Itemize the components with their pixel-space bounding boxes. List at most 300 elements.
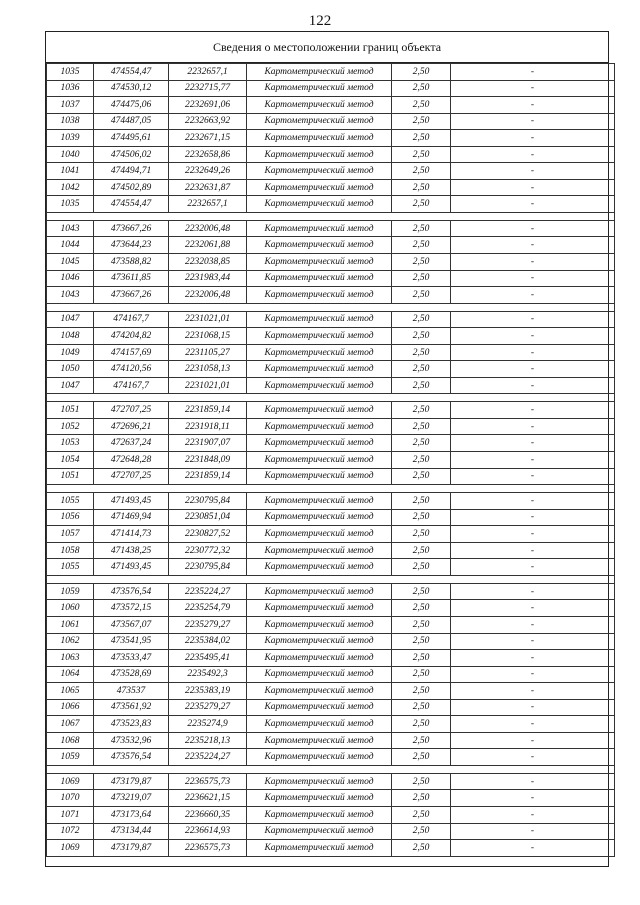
description-cell: -: [451, 113, 615, 130]
y-coordinate-cell: 2235492,3: [169, 666, 247, 683]
point-number-cell: 1061: [47, 616, 94, 633]
x-coordinate-cell: 474530,12: [94, 80, 169, 97]
table-row: [47, 666, 615, 683]
table-row: [47, 468, 615, 485]
separator-cell: [94, 485, 169, 493]
method-cell: Картометрический метод: [247, 361, 392, 378]
description-cell: -: [451, 493, 615, 510]
table-row: [47, 270, 615, 287]
separator-cell: [247, 394, 392, 402]
table-row: [47, 377, 615, 394]
method-cell: Картометрический метод: [247, 468, 392, 485]
point-number-cell: 1057: [47, 526, 94, 543]
x-coordinate-cell: 471493,45: [94, 493, 169, 510]
table-row: [47, 179, 615, 196]
x-coordinate-cell: 473588,82: [94, 254, 169, 271]
precision-cell: 2,50: [392, 377, 451, 394]
x-coordinate-cell: 474487,05: [94, 113, 169, 130]
point-number-cell: 1063: [47, 650, 94, 667]
precision-cell: 2,50: [392, 840, 451, 857]
description-cell: -: [451, 840, 615, 857]
table-row: [47, 237, 615, 254]
separator-cell: [392, 765, 451, 773]
y-coordinate-cell: 2235384,02: [169, 633, 247, 650]
x-coordinate-cell: 472707,25: [94, 402, 169, 419]
y-coordinate-cell: 2232006,48: [169, 220, 247, 237]
table-row: [47, 806, 615, 823]
x-coordinate-cell: 472696,21: [94, 418, 169, 435]
x-coordinate-cell: 473611,85: [94, 270, 169, 287]
description-cell: -: [451, 254, 615, 271]
precision-cell: 2,50: [392, 113, 451, 130]
method-cell: Картометрический метод: [247, 64, 392, 81]
table-row: [47, 509, 615, 526]
table-row: [47, 452, 615, 469]
x-coordinate-cell: 473532,96: [94, 732, 169, 749]
x-coordinate-cell: 473533,47: [94, 650, 169, 667]
description-cell: -: [451, 311, 615, 328]
point-number-cell: 1047: [47, 311, 94, 328]
precision-cell: 2,50: [392, 773, 451, 790]
description-cell: -: [451, 732, 615, 749]
description-cell: -: [451, 64, 615, 81]
precision-cell: 2,50: [392, 130, 451, 147]
table-row: [47, 823, 615, 840]
y-coordinate-cell: 2232649,26: [169, 163, 247, 180]
method-cell: Картометрический метод: [247, 790, 392, 807]
y-coordinate-cell: 2231021,01: [169, 311, 247, 328]
point-number-cell: 1054: [47, 452, 94, 469]
x-coordinate-cell: 474120,56: [94, 361, 169, 378]
precision-cell: 2,50: [392, 468, 451, 485]
precision-cell: 2,50: [392, 402, 451, 419]
point-number-cell: 1050: [47, 361, 94, 378]
y-coordinate-cell: 2232671,15: [169, 130, 247, 147]
point-number-cell: 1035: [47, 64, 94, 81]
y-coordinate-cell: 2232715,77: [169, 80, 247, 97]
table-title: Сведения о местоположении границ объекта: [46, 32, 608, 63]
table-row: [47, 196, 615, 213]
y-coordinate-cell: 2232657,1: [169, 64, 247, 81]
precision-cell: 2,50: [392, 650, 451, 667]
y-coordinate-cell: 2235224,27: [169, 583, 247, 600]
table-row: [47, 287, 615, 304]
separator-cell: [47, 394, 94, 402]
description-cell: -: [451, 179, 615, 196]
precision-cell: 2,50: [392, 311, 451, 328]
description-cell: -: [451, 600, 615, 617]
table-row: [47, 840, 615, 857]
y-coordinate-cell: 2232657,1: [169, 196, 247, 213]
y-coordinate-cell: 2232038,85: [169, 254, 247, 271]
table-row: [47, 600, 615, 617]
method-cell: Картометрический метод: [247, 716, 392, 733]
x-coordinate-cell: 474167,7: [94, 377, 169, 394]
method-cell: Картометрический метод: [247, 749, 392, 766]
table-row: [47, 163, 615, 180]
method-cell: Картометрический метод: [247, 287, 392, 304]
x-coordinate-cell: 471493,45: [94, 559, 169, 576]
method-cell: Картометрический метод: [247, 773, 392, 790]
x-coordinate-cell: 473179,87: [94, 773, 169, 790]
description-cell: -: [451, 361, 615, 378]
description-cell: -: [451, 650, 615, 667]
description-cell: -: [451, 559, 615, 576]
table-row: [47, 583, 615, 600]
point-number-cell: 1071: [47, 806, 94, 823]
point-number-cell: 1049: [47, 344, 94, 361]
separator-cell: [169, 303, 247, 311]
description-cell: -: [451, 509, 615, 526]
precision-cell: 2,50: [392, 146, 451, 163]
description-cell: -: [451, 452, 615, 469]
table-row: [47, 493, 615, 510]
method-cell: Картометрический метод: [247, 163, 392, 180]
description-cell: -: [451, 749, 615, 766]
point-number-cell: 1056: [47, 509, 94, 526]
group-separator: [47, 485, 615, 493]
y-coordinate-cell: 2236575,73: [169, 840, 247, 857]
description-cell: -: [451, 80, 615, 97]
method-cell: Картометрический метод: [247, 220, 392, 237]
separator-cell: [392, 485, 451, 493]
description-cell: -: [451, 402, 615, 419]
y-coordinate-cell: 2236614,93: [169, 823, 247, 840]
table-row: [47, 402, 615, 419]
separator-cell: [47, 303, 94, 311]
precision-cell: 2,50: [392, 790, 451, 807]
x-coordinate-cell: 474506,02: [94, 146, 169, 163]
method-cell: Картометрический метод: [247, 113, 392, 130]
x-coordinate-cell: 473528,69: [94, 666, 169, 683]
point-number-cell: 1070: [47, 790, 94, 807]
table-row: [47, 418, 615, 435]
precision-cell: 2,50: [392, 559, 451, 576]
y-coordinate-cell: 2232658,86: [169, 146, 247, 163]
y-coordinate-cell: 2236660,35: [169, 806, 247, 823]
precision-cell: 2,50: [392, 509, 451, 526]
table-row: [47, 559, 615, 576]
y-coordinate-cell: 2235274,9: [169, 716, 247, 733]
y-coordinate-cell: 2235383,19: [169, 683, 247, 700]
description-cell: -: [451, 633, 615, 650]
x-coordinate-cell: 471414,73: [94, 526, 169, 543]
description-cell: -: [451, 196, 615, 213]
description-cell: -: [451, 666, 615, 683]
point-number-cell: 1042: [47, 179, 94, 196]
separator-cell: [392, 394, 451, 402]
method-cell: Картометрический метод: [247, 542, 392, 559]
description-cell: -: [451, 287, 615, 304]
x-coordinate-cell: 474502,89: [94, 179, 169, 196]
separator-cell: [392, 575, 451, 583]
description-cell: -: [451, 328, 615, 345]
table-row: [47, 254, 615, 271]
table-row: [47, 633, 615, 650]
y-coordinate-cell: 2236575,73: [169, 773, 247, 790]
table-row: [47, 130, 615, 147]
separator-cell: [47, 575, 94, 583]
precision-cell: 2,50: [392, 452, 451, 469]
description-cell: -: [451, 773, 615, 790]
table-row: [47, 328, 615, 345]
description-cell: -: [451, 583, 615, 600]
y-coordinate-cell: 2235254,79: [169, 600, 247, 617]
point-number-cell: 1055: [47, 493, 94, 510]
y-coordinate-cell: 2231983,44: [169, 270, 247, 287]
point-number-cell: 1048: [47, 328, 94, 345]
x-coordinate-cell: 474554,47: [94, 196, 169, 213]
precision-cell: 2,50: [392, 542, 451, 559]
x-coordinate-cell: 473576,54: [94, 583, 169, 600]
separator-cell: [47, 212, 94, 220]
separator-cell: [169, 485, 247, 493]
separator-cell: [94, 303, 169, 311]
description-cell: -: [451, 823, 615, 840]
separator-cell: [94, 575, 169, 583]
y-coordinate-cell: 2230827,52: [169, 526, 247, 543]
y-coordinate-cell: 2231848,09: [169, 452, 247, 469]
separator-cell: [169, 212, 247, 220]
description-cell: -: [451, 699, 615, 716]
description-cell: -: [451, 163, 615, 180]
precision-cell: 2,50: [392, 600, 451, 617]
method-cell: Картометрический метод: [247, 97, 392, 114]
table-row: [47, 716, 615, 733]
table-row: [47, 146, 615, 163]
point-number-cell: 1040: [47, 146, 94, 163]
y-coordinate-cell: 2232691,06: [169, 97, 247, 114]
separator-cell: [451, 212, 615, 220]
separator-cell: [247, 212, 392, 220]
separator-cell: [94, 765, 169, 773]
method-cell: Картометрический метод: [247, 666, 392, 683]
x-coordinate-cell: 473523,83: [94, 716, 169, 733]
table-row: [47, 80, 615, 97]
method-cell: Картометрический метод: [247, 493, 392, 510]
precision-cell: 2,50: [392, 237, 451, 254]
precision-cell: 2,50: [392, 699, 451, 716]
precision-cell: 2,50: [392, 526, 451, 543]
method-cell: Картометрический метод: [247, 600, 392, 617]
x-coordinate-cell: 473537: [94, 683, 169, 700]
method-cell: Картометрический метод: [247, 344, 392, 361]
point-number-cell: 1044: [47, 237, 94, 254]
method-cell: Картометрический метод: [247, 526, 392, 543]
precision-cell: 2,50: [392, 418, 451, 435]
precision-cell: 2,50: [392, 435, 451, 452]
x-coordinate-cell: 473667,26: [94, 220, 169, 237]
method-cell: Картометрический метод: [247, 699, 392, 716]
point-number-cell: 1064: [47, 666, 94, 683]
point-number-cell: 1067: [47, 716, 94, 733]
table-row: [47, 311, 615, 328]
group-separator: [47, 575, 615, 583]
description-cell: -: [451, 97, 615, 114]
precision-cell: 2,50: [392, 64, 451, 81]
description-cell: -: [451, 716, 615, 733]
method-cell: Картометрический метод: [247, 583, 392, 600]
precision-cell: 2,50: [392, 749, 451, 766]
separator-cell: [451, 765, 615, 773]
description-cell: -: [451, 806, 615, 823]
x-coordinate-cell: 473667,26: [94, 287, 169, 304]
table-row: [47, 790, 615, 807]
x-coordinate-cell: 473173,64: [94, 806, 169, 823]
description-cell: -: [451, 418, 615, 435]
separator-cell: [169, 394, 247, 402]
point-number-cell: 1043: [47, 287, 94, 304]
table-row: [47, 435, 615, 452]
point-number-cell: 1051: [47, 402, 94, 419]
x-coordinate-cell: 472707,25: [94, 468, 169, 485]
precision-cell: 2,50: [392, 493, 451, 510]
point-number-cell: 1037: [47, 97, 94, 114]
precision-cell: 2,50: [392, 80, 451, 97]
separator-cell: [94, 394, 169, 402]
description-cell: -: [451, 435, 615, 452]
precision-cell: 2,50: [392, 270, 451, 287]
precision-cell: 2,50: [392, 361, 451, 378]
method-cell: Картометрический метод: [247, 633, 392, 650]
table-row: [47, 542, 615, 559]
precision-cell: 2,50: [392, 163, 451, 180]
point-number-cell: 1045: [47, 254, 94, 271]
table-row: [47, 616, 615, 633]
point-number-cell: 1055: [47, 559, 94, 576]
point-number-cell: 1039: [47, 130, 94, 147]
method-cell: Картометрический метод: [247, 732, 392, 749]
precision-cell: 2,50: [392, 666, 451, 683]
description-cell: -: [451, 790, 615, 807]
precision-cell: 2,50: [392, 732, 451, 749]
precision-cell: 2,50: [392, 328, 451, 345]
method-cell: Картометрический метод: [247, 196, 392, 213]
description-cell: -: [451, 616, 615, 633]
point-number-cell: 1058: [47, 542, 94, 559]
precision-cell: 2,50: [392, 344, 451, 361]
method-cell: Картометрический метод: [247, 254, 392, 271]
precision-cell: 2,50: [392, 683, 451, 700]
x-coordinate-cell: 474167,7: [94, 311, 169, 328]
group-separator: [47, 303, 615, 311]
description-cell: -: [451, 270, 615, 287]
table-row: [47, 64, 615, 81]
point-number-cell: 1041: [47, 163, 94, 180]
separator-cell: [47, 765, 94, 773]
y-coordinate-cell: 2231068,15: [169, 328, 247, 345]
x-coordinate-cell: 473561,92: [94, 699, 169, 716]
y-coordinate-cell: 2235218,13: [169, 732, 247, 749]
point-number-cell: 1062: [47, 633, 94, 650]
y-coordinate-cell: 2231859,14: [169, 402, 247, 419]
x-coordinate-cell: 473541,95: [94, 633, 169, 650]
precision-cell: 2,50: [392, 179, 451, 196]
description-cell: -: [451, 146, 615, 163]
point-number-cell: 1059: [47, 583, 94, 600]
x-coordinate-cell: 473576,54: [94, 749, 169, 766]
method-cell: Картометрический метод: [247, 237, 392, 254]
x-coordinate-cell: 472637,24: [94, 435, 169, 452]
y-coordinate-cell: 2231907,07: [169, 435, 247, 452]
separator-cell: [247, 303, 392, 311]
separator-cell: [247, 575, 392, 583]
point-number-cell: 1072: [47, 823, 94, 840]
point-number-cell: 1066: [47, 699, 94, 716]
method-cell: Картометрический метод: [247, 452, 392, 469]
separator-cell: [47, 485, 94, 493]
precision-cell: 2,50: [392, 97, 451, 114]
y-coordinate-cell: 2231918,11: [169, 418, 247, 435]
y-coordinate-cell: 2232631,87: [169, 179, 247, 196]
description-cell: -: [451, 344, 615, 361]
precision-cell: 2,50: [392, 583, 451, 600]
group-separator: [47, 765, 615, 773]
table-row: [47, 97, 615, 114]
x-coordinate-cell: 473644,23: [94, 237, 169, 254]
y-coordinate-cell: 2232006,48: [169, 287, 247, 304]
x-coordinate-cell: 474475,06: [94, 97, 169, 114]
separator-cell: [247, 485, 392, 493]
method-cell: Картометрический метод: [247, 435, 392, 452]
method-cell: Картометрический метод: [247, 311, 392, 328]
y-coordinate-cell: 2231058,13: [169, 361, 247, 378]
precision-cell: 2,50: [392, 716, 451, 733]
x-coordinate-cell: 472648,28: [94, 452, 169, 469]
table-row: [47, 113, 615, 130]
y-coordinate-cell: 2232663,92: [169, 113, 247, 130]
separator-cell: [94, 212, 169, 220]
description-cell: -: [451, 220, 615, 237]
point-number-cell: 1069: [47, 773, 94, 790]
separator-cell: [451, 575, 615, 583]
x-coordinate-cell: 474494,71: [94, 163, 169, 180]
point-number-cell: 1052: [47, 418, 94, 435]
point-number-cell: 1065: [47, 683, 94, 700]
table-row: [47, 699, 615, 716]
x-coordinate-cell: 473572,15: [94, 600, 169, 617]
point-number-cell: 1046: [47, 270, 94, 287]
x-coordinate-cell: 473179,87: [94, 840, 169, 857]
x-coordinate-cell: 473134,44: [94, 823, 169, 840]
x-coordinate-cell: 474495,61: [94, 130, 169, 147]
method-cell: Картометрический метод: [247, 840, 392, 857]
table-row: [47, 683, 615, 700]
x-coordinate-cell: 474554,47: [94, 64, 169, 81]
coordinates-table: [46, 63, 615, 857]
separator-cell: [169, 575, 247, 583]
y-coordinate-cell: 2235224,27: [169, 749, 247, 766]
table-row: [47, 773, 615, 790]
description-cell: -: [451, 542, 615, 559]
y-coordinate-cell: 2230795,84: [169, 559, 247, 576]
method-cell: Картометрический метод: [247, 179, 392, 196]
point-number-cell: 1068: [47, 732, 94, 749]
method-cell: Картометрический метод: [247, 559, 392, 576]
point-number-cell: 1051: [47, 468, 94, 485]
method-cell: Картометрический метод: [247, 823, 392, 840]
y-coordinate-cell: 2232061,88: [169, 237, 247, 254]
precision-cell: 2,50: [392, 196, 451, 213]
y-coordinate-cell: 2230795,84: [169, 493, 247, 510]
table-row: [47, 526, 615, 543]
description-cell: -: [451, 468, 615, 485]
y-coordinate-cell: 2236621,15: [169, 790, 247, 807]
precision-cell: 2,50: [392, 254, 451, 271]
point-number-cell: 1069: [47, 840, 94, 857]
separator-cell: [451, 394, 615, 402]
y-coordinate-cell: 2235279,27: [169, 616, 247, 633]
